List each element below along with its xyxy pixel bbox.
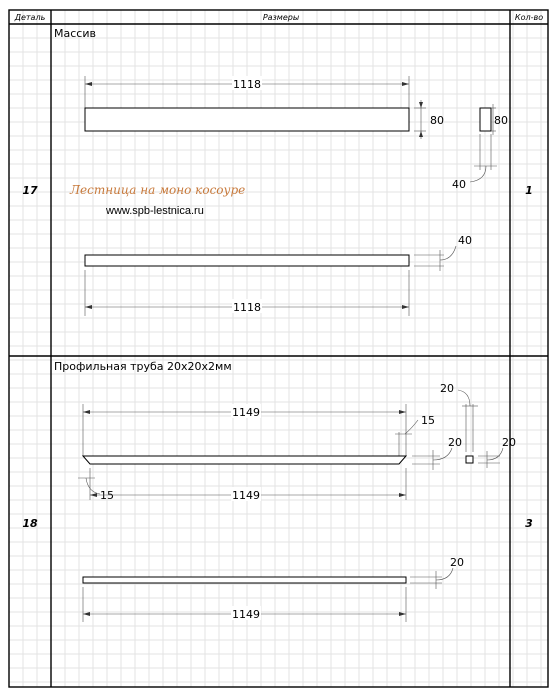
dimension-label: 20 (440, 382, 454, 395)
leader-line (458, 390, 470, 406)
arrowhead (419, 102, 423, 108)
arrowhead (83, 612, 90, 616)
arrowhead (399, 410, 406, 414)
tube-top-view (83, 577, 406, 583)
part-title: Массив (54, 27, 96, 40)
leader-line (405, 420, 418, 434)
dimension-label: 1149 (232, 608, 260, 621)
dimension-label: 1149 (232, 489, 260, 502)
leader-line (470, 166, 486, 182)
arrowhead (399, 493, 406, 497)
dimension-label: 1149 (232, 406, 260, 419)
dimension-label: 20 (448, 436, 462, 449)
detail-number: 17 (22, 184, 38, 197)
dimension-label: 1118 (233, 78, 261, 91)
dimension-label: 20 (502, 436, 516, 449)
board-end-section (480, 108, 491, 131)
tube-front-view (83, 456, 406, 464)
quantity-value: 3 (525, 517, 533, 530)
board-top-view (85, 255, 409, 266)
dimension-label: 40 (458, 234, 472, 247)
arrowhead (402, 82, 409, 86)
detail-number: 18 (22, 517, 38, 530)
arrowhead (85, 82, 92, 86)
board-front-view (85, 108, 409, 131)
arrowhead (85, 305, 92, 309)
dimension-label: 15 (421, 414, 435, 427)
header-qty: Кол-во (514, 13, 544, 22)
arrowhead (83, 410, 90, 414)
header-detail: Деталь (14, 13, 46, 22)
dimension-label: 20 (450, 556, 464, 569)
dimension-label: 40 (452, 178, 466, 191)
arrowhead (399, 612, 406, 616)
arrowhead (402, 305, 409, 309)
dimension-label: 15 (100, 489, 114, 502)
quantity-value: 1 (525, 184, 533, 197)
part-title: Профильная труба 20х20х2мм (54, 360, 232, 373)
dimension-label: 1118 (233, 301, 261, 314)
watermark-text: Лестница на моно косоуре (70, 183, 246, 197)
header-sizes: Размеры (262, 13, 300, 22)
tube-cross-section (466, 456, 473, 463)
website-url[interactable]: www.spb-lestnica.ru (106, 205, 204, 217)
dimension-label: 80 (494, 114, 508, 127)
arrowhead (419, 131, 423, 137)
dimension-label: 80 (430, 114, 444, 127)
